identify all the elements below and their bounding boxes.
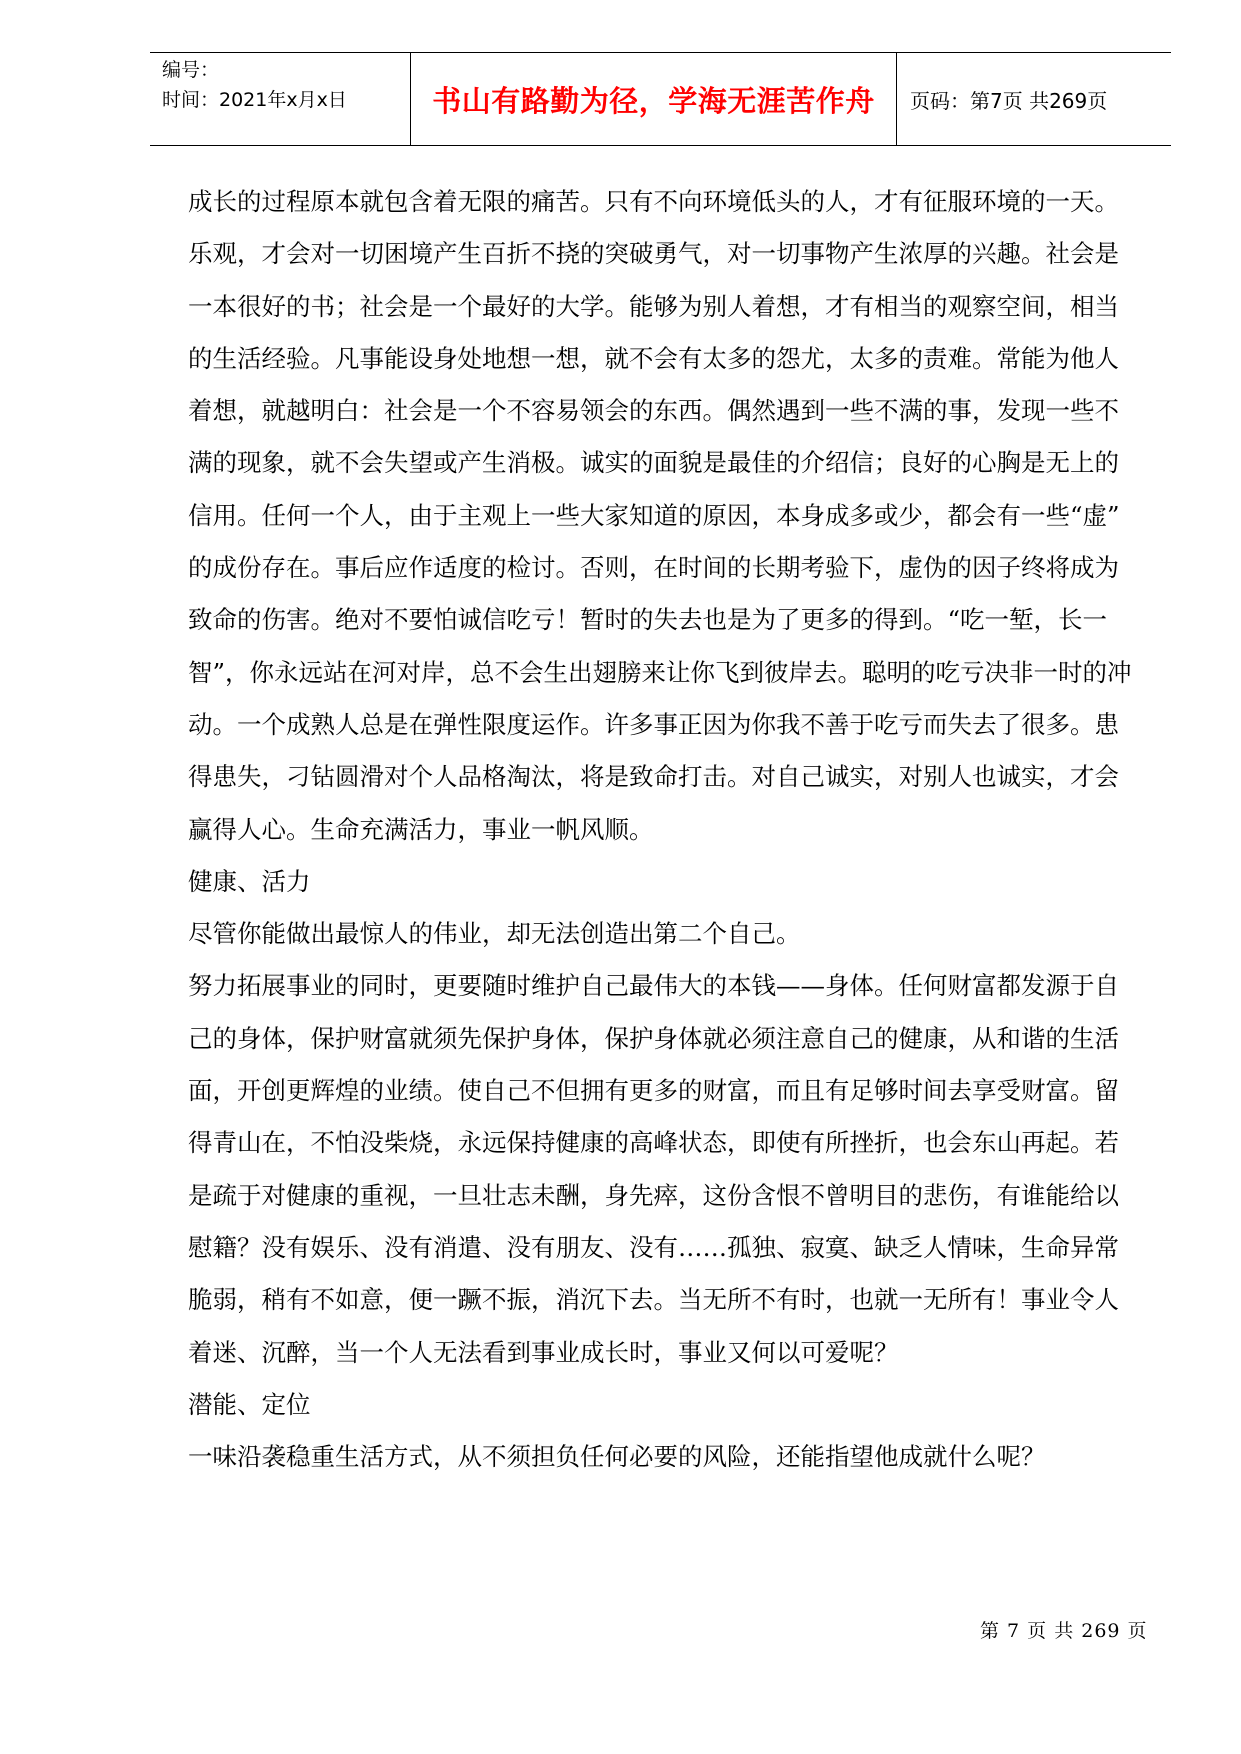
number-label: 编号： (162, 59, 220, 81)
body-line: 潜能、定位 (188, 1389, 311, 1419)
body-line: 的生活经验。凡事能设身处地想一想，就不会有太多的怨尤，太多的责难。常能为他人 (188, 343, 1119, 373)
body-line: 致命的伤害。绝对不要怕诚信吃亏！暂时的失去也是为了更多的得到。“吃一堑，长一 (188, 605, 1108, 635)
body-line: 成长的过程原本就包含着无限的痛苦。只有不向环境低头的人，才有征服环境的一天。 (188, 187, 1119, 216)
body-line: 是疏于对健康的重视，一旦壮志未酬，身先瘁，这份含恨不曾明目的悲伤，有谁能给以 (188, 1180, 1119, 1210)
body-line: 慰籍？没有娱乐、没有消遣、没有朋友、没有……孤独、寂寞、缺乏人情味，生命异常 (188, 1232, 1119, 1262)
body-line: 动。一个成熟人总是在弹性限度运作。许多事正因为你我不善于吃亏而失去了很多。患 (188, 709, 1119, 739)
body-line: 着想，就越明白：社会是一个不容易领会的东西。偶然遇到一些不满的事，发现一些不 (188, 396, 1119, 426)
body-line: 智”，你永远站在河对岸，总不会生出翅膀来让你飞到彼岸去。聪明的吃亏决非一时的冲 (188, 657, 1132, 687)
body-line: 得青山在，不怕没柴烧，永远保持健康的高峰状态，即使有所挫折，也会东山再起。若 (188, 1128, 1119, 1158)
time-label: 时间：2021年x月x日 (162, 89, 347, 111)
body-line: 满的现象，就不会失望或产生消极。诚实的面貌是最佳的介绍信；良好的心胸是无上的 (188, 448, 1119, 478)
body-line: 努力拓展事业的同时，更要随时维护自己最伟大的本钱——身体。任何财富都发源于自 (188, 971, 1119, 1001)
body-line: 一味沿袭稳重生活方式，从不须担负任何必要的风险，还能指望他成就什么呢？ (188, 1442, 1046, 1472)
header-meta (162, 55, 347, 115)
body-line: 赢得人心。生命充满活力，事业一帆风顺。 (188, 814, 654, 844)
document-body (188, 176, 1143, 1483)
body-line: 脆弱，稍有不如意，便一蹶不振，消沉下去。当无所不有时，也就一无所有！事业令人 (188, 1285, 1119, 1315)
body-line: 面，开创更辉煌的业绩。使自己不但拥有更多的财富，而且有足够时间去享受财富。留 (188, 1076, 1119, 1106)
body-line: 己的身体，保护财富就须先保护身体，保护身体就必须注意自己的健康，从和谐的生活 (188, 1023, 1119, 1053)
body-line: 着迷、沉醉，当一个人无法看到事业成长时，事业又何以可爱呢？ (188, 1337, 899, 1367)
body-line: 一本很好的书；社会是一个最好的大学。能够为别人着想，才有相当的观察空间，相当 (188, 291, 1119, 321)
body-line: 健康、活力 (188, 866, 311, 896)
header-divider-right (896, 53, 897, 145)
body-line: 尽管你能做出最惊人的伟业，却无法创造出第二个自己。 (188, 919, 801, 949)
page-footer: 第 7 页 共 269 页 (980, 1620, 1148, 1642)
document-header (150, 52, 1171, 146)
body-line: 得患失，刁钻圆滑对个人品格淘汰，将是致命打击。对自己诚实，对别人也诚实，才会 (188, 762, 1119, 792)
body-line: 信用。任何一个人，由于主观上一些大家知道的原因，本身成多或少，都会有一些“虚” (188, 500, 1120, 530)
header-motto: 书山有路勤为径，学海无涯苦作舟 (432, 83, 875, 118)
body-line: 的成份存在。事后应作适度的检讨。否则，在时间的长期考验下，虚伪的因子终将成为 (188, 553, 1119, 583)
body-line: 乐观，才会对一切困境产生百折不挠的突破勇气，对一切事物产生浓厚的兴趣。社会是 (188, 239, 1119, 269)
header-page-code: 页码：第7页 共269页 (910, 88, 1108, 113)
